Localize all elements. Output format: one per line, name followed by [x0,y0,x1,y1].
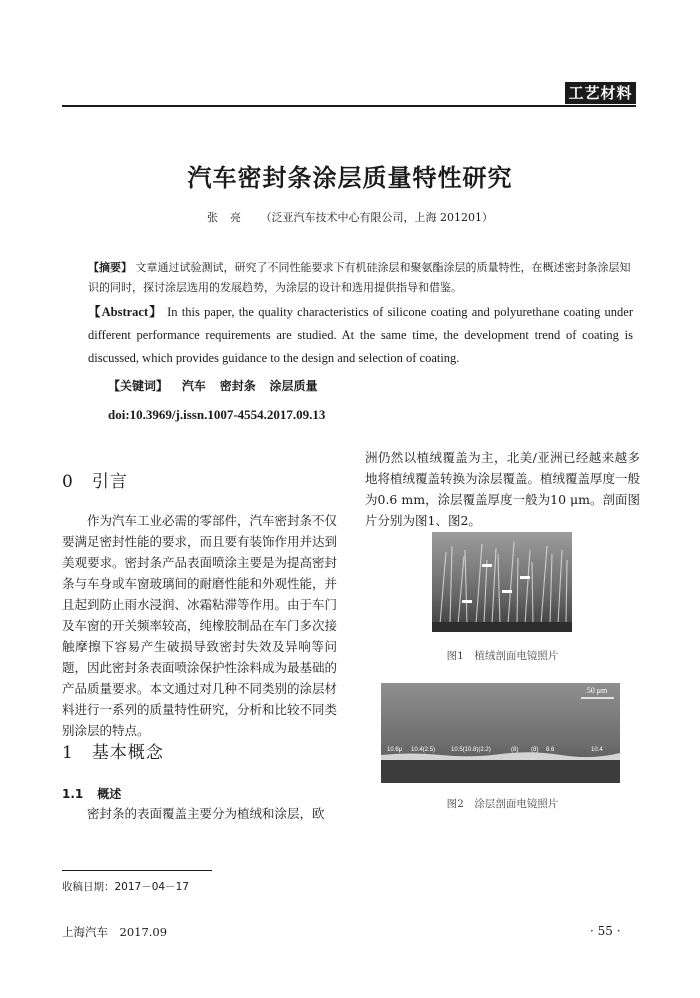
section-number: 1 [62,743,74,763]
section-title: 基本概念 [91,743,164,763]
subsection-number: 1.1 [62,787,84,801]
layer-label: 10.5(10.8)(2.2) [451,747,491,753]
page-number: · 55 · [590,924,621,938]
abstract-cn-text: 文章通过试验测试，研究了不同性能要求下有机硅涂层和聚氨酯涂层的质量特性，在概述密封条涂层知识的同时，探讨涂层选用的发展趋势，为涂层的设计和选用提供指导和借鉴。 [88,261,631,294]
subsection-heading-overview [62,785,121,802]
layer-label: 8.6 [546,747,555,753]
figure-2-coating-micrograph [381,683,620,783]
abstract-en-text: In this paper, the quality characteristics of silicone coating and polyurethane coating under different performance requirements are studied. At the same time, the development trend of coating is discussed, which provides guidance to the design and selection of coating. [88,305,634,365]
keyword-item: 涂层质量 [269,379,318,393]
basics-paragraph: 密封条的表面覆盖主要分为植绒和涂层，欧 [87,806,325,821]
header-rule [62,105,636,107]
intro-paragraph: 作为汽车工业必需的零部件，汽车密封条不仅要满足密封性能的要求，而且要有装饰作用并达到美观要求。密封条产品表面喷涂主要是为提高密封条与车身或车窗玻璃间的耐磨性能和外观性能，并且起到防止雨水浸润、冰霜粘滞等作用。由于车门及车窗的开关频率较高，纯橡胶制品在车门多次接触摩擦下容易产生破损导致密封失效及异响等问题，因此密封条表面喷涂保护性涂料成为最基础的产品质量要求。本文通过对几种不同类别的涂层材料进行一系列的质量特性研究，分析和比较不同类别涂层的特点。 [62,513,338,738]
figure-1-caption: 图1 植绒剖面电镜照片 [446,650,559,662]
author-affiliation: （泛亚汽车技术中心有限公司，上海 201201） [260,211,493,224]
layer-label: 10.6μ [387,747,403,753]
subsection-title: 概述 [97,787,122,801]
author-line [0,209,700,225]
layer-label: 10.4(2.5) [411,747,436,753]
doi: doi:10.3969/j.issn.1007-4554.2017.09.13 [108,407,326,422]
footnote-rule [62,870,212,871]
abstract-en-label: 【Abstract】 [88,305,163,319]
author-name: 张亮 [207,211,253,224]
coating-micrograph-image [381,683,620,783]
keywords [108,377,318,394]
journal-name: 上海汽车 2017.09 [62,925,168,939]
paper-title: 汽车密封条涂层质量特性研究 [187,164,513,192]
layer-label: (8) [511,747,519,753]
abstract-cn [88,258,633,298]
section-tag: 工艺材料 [565,82,636,104]
flocking-micrograph-image [432,532,572,632]
figure-1-flocking-micrograph [432,532,572,632]
section-heading-intro [62,467,128,492]
layer-label: 10.4 [591,747,603,753]
scale-label: 50 μm [586,686,608,695]
received-date: 收稿日期：2017－04－17 [62,881,189,893]
figure-2-caption: 图2 涂层剖面电镜照片 [446,798,559,810]
section-heading-basics [62,738,164,763]
layer-label: (8) [531,747,539,753]
abstract-en [88,301,633,370]
section-number: 0 [62,472,74,492]
keyword-item: 汽车 [181,379,206,393]
keywords-label: 【关键词】 [108,379,169,393]
right-column-paragraph: 洲仍然以植绒覆盖为主，北美/亚洲已经越来越多地将植绒覆盖转换为涂层覆盖。植绒覆盖厚度一般为0.6 mm，涂层覆盖厚度一般为10 μm。剖面图片分别为图1、图2。 [365,450,641,528]
keyword-item: 密封条 [219,379,256,393]
abstract-cn-label: 【摘要】 [88,261,132,274]
section-title: 引言 [91,472,128,492]
